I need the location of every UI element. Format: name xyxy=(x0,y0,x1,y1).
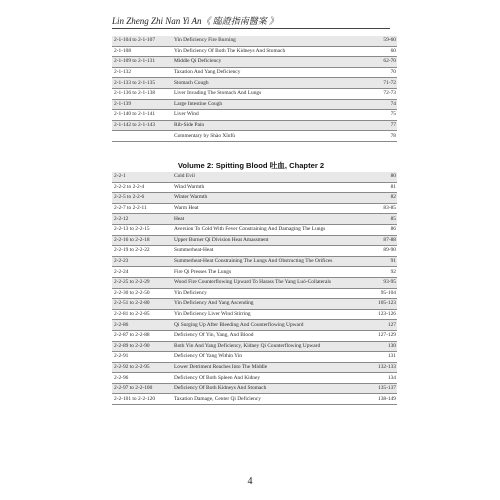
table-row xyxy=(112,203,397,214)
case-title: Deficiency Of Yang Within Yin xyxy=(172,352,350,363)
case-range: 2-2-86 xyxy=(112,320,172,331)
case-range: 2-1-132 xyxy=(112,67,172,78)
case-range: 2-2-30 to 2-2-50 xyxy=(112,288,172,299)
case-title: Rib-Side Pain xyxy=(172,120,350,131)
table-row xyxy=(112,99,397,110)
table-row xyxy=(112,120,397,131)
case-range: 2-2-25 to 2-2-29 xyxy=(112,277,172,288)
page-range: 80 xyxy=(350,172,397,182)
page-range: 130 xyxy=(350,341,397,352)
case-range: 2-1-142 to 2-1-143 xyxy=(112,120,172,131)
case-title: Deficiency Of Both Spleen And Kidney xyxy=(172,373,350,384)
case-range: 2-2-13 to 2-2-15 xyxy=(112,224,172,235)
table-row xyxy=(112,330,397,341)
table-row xyxy=(112,383,397,394)
case-range: 2-2-96 xyxy=(112,373,172,384)
page-range: 87-88 xyxy=(350,235,397,246)
case-range: 2-2-89 to 2-2-90 xyxy=(112,341,172,352)
table-row xyxy=(112,277,397,288)
case-title: Lower Detriment Reaches Into The Middle xyxy=(172,362,350,373)
case-title: Wind Warmth xyxy=(172,182,350,193)
page-range: 72-73 xyxy=(350,88,397,99)
case-title: Deficiency Of Both Kidneys And Stomach xyxy=(172,383,350,394)
case-range: 2-2-16 to 2-2-18 xyxy=(112,235,172,246)
case-title: Yin Deficiency And Yang Ascending xyxy=(172,299,350,310)
case-title: Both Yin And Yang Deficiency, Kidney Qi Counterflowing Upward xyxy=(172,341,350,352)
case-title: Aversion To Cold With Fever Constraining And Damaging The Lungs xyxy=(172,224,350,235)
page-range: 89-90 xyxy=(350,246,397,257)
case-range: 2-1-140 to 2-1-141 xyxy=(112,110,172,121)
case-range: 2-1-108 xyxy=(112,46,172,57)
table-row xyxy=(112,57,397,68)
table-row xyxy=(112,373,397,384)
case-title: Middle Qi Deficiency xyxy=(172,57,350,68)
page-range: 132-133 xyxy=(350,362,397,373)
case-title: Yin Deficiency Of Both The Kidneys And Stomach xyxy=(172,46,350,57)
page-range: 81 xyxy=(350,182,397,193)
case-title: Taxation Damage, Center Qi Deficiency xyxy=(172,394,350,405)
page-range: 93-95 xyxy=(350,277,397,288)
page-range: 62-70 xyxy=(350,57,397,68)
page-range: 91 xyxy=(350,256,397,267)
case-range: 2-2-91 xyxy=(112,352,172,363)
case-title: Large Intestine Cough xyxy=(172,99,350,110)
table-row xyxy=(112,362,397,373)
table-row xyxy=(112,214,397,225)
table-row xyxy=(112,352,397,363)
case-range: 2-2-101 to 2-2-120 xyxy=(112,394,172,405)
table-row xyxy=(112,78,397,89)
page-range: 59-60 xyxy=(350,36,397,46)
page-range: 60 xyxy=(350,46,397,57)
page-range: 86 xyxy=(350,224,397,235)
table-row xyxy=(112,394,397,405)
table-row xyxy=(112,224,397,235)
case-range: 2-2-92 to 2-2-95 xyxy=(112,362,172,373)
case-range: 2-2-23 xyxy=(112,256,172,267)
case-range: 2-2-5 to 2-2-6 xyxy=(112,193,172,204)
table-row xyxy=(112,67,397,78)
page-range: 127-129 xyxy=(350,330,397,341)
case-range: 2-2-51 to 2-2-80 xyxy=(112,299,172,310)
page-range: 70 xyxy=(350,67,397,78)
case-title: Deficiency Of Yin, Yang, And Blood xyxy=(172,330,350,341)
case-range: 2-2-19 to 2-2-22 xyxy=(112,246,172,257)
page-number: 4 xyxy=(247,476,253,487)
table-row xyxy=(112,131,397,142)
page-range: 135-137 xyxy=(350,383,397,394)
page-range: 78 xyxy=(350,131,397,142)
page-range: 83-85 xyxy=(350,203,397,214)
table-row xyxy=(112,341,397,352)
page-range: 105-123 xyxy=(350,299,397,310)
case-title: Upper Burner Qi Division Heat Amassment xyxy=(172,235,350,246)
case-range: 2-1-104 to 2-1-107 xyxy=(112,36,172,46)
table-row xyxy=(112,193,397,204)
contents-table-volume-2 xyxy=(112,172,397,405)
case-range: 2-1-139 xyxy=(112,99,172,110)
page-range: 75 xyxy=(350,110,397,121)
page-range: 71-72 xyxy=(350,78,397,89)
page-range: 77 xyxy=(350,120,397,131)
page-range: 134 xyxy=(350,373,397,384)
case-title: Cold Evil xyxy=(172,172,350,182)
case-range: 2-2-24 xyxy=(112,267,172,278)
case-range: 2-2-81 to 2-2-85 xyxy=(112,309,172,320)
case-title: Yin Deficiency xyxy=(172,288,350,299)
page-range: 92 xyxy=(350,267,397,278)
case-title: Summerheat-Heat Constraining The Lungs And Obstructing The Orifices xyxy=(172,256,350,267)
page-range: 123-126 xyxy=(350,309,397,320)
case-title: Taxation And Yang Deficiency xyxy=(172,67,350,78)
table-row xyxy=(112,288,397,299)
page-range: 127 xyxy=(350,320,397,331)
table-row xyxy=(112,320,397,331)
case-title: Stomach Cough xyxy=(172,78,350,89)
table-row xyxy=(112,182,397,193)
page-range: 138-149 xyxy=(350,394,397,405)
case-title: Fire Qi Presses The Lungs xyxy=(172,267,350,278)
page-range: 85 xyxy=(350,214,397,225)
table-row xyxy=(112,256,397,267)
case-title: Commentary by Shào Xīnfù xyxy=(172,131,350,142)
case-range: 2-1-133 to 2-1-135 xyxy=(112,78,172,89)
table-row xyxy=(112,172,397,182)
case-title: Qi Surging Up After Bleeding And Counterflowing Upward xyxy=(172,320,350,331)
case-range: 2-1-136 to 2-1-138 xyxy=(112,88,172,99)
page-range: 95-104 xyxy=(350,288,397,299)
case-range: 2-2-2 to 2-2-4 xyxy=(112,182,172,193)
table-row xyxy=(112,267,397,278)
case-title: Heat xyxy=(172,214,350,225)
case-range: 2-2-97 to 2-2-100 xyxy=(112,383,172,394)
page-range: 82 xyxy=(350,193,397,204)
case-title: Warm Heat xyxy=(172,203,350,214)
case-title: Liver Invading The Stomach And Lungs xyxy=(172,88,350,99)
case-title: Yin Deficiency Liver Wind Stirring xyxy=(172,309,350,320)
page-range: 74 xyxy=(350,99,397,110)
case-range xyxy=(112,131,172,142)
case-range: 2-2-12 xyxy=(112,214,172,225)
case-title: Wood Fire Counterflowing Upward To Harass The Yang Luò-Collaterals xyxy=(172,277,350,288)
table-row xyxy=(112,235,397,246)
page-range: 131 xyxy=(350,352,397,363)
case-range: 2-1-109 to 2-1-131 xyxy=(112,57,172,68)
table-row xyxy=(112,46,397,57)
case-range: 2-2-1 xyxy=(112,172,172,182)
table-row xyxy=(112,110,397,121)
case-title: Summerheat-Heat xyxy=(172,246,350,257)
case-title: Winter Warmth xyxy=(172,193,350,204)
header-rule xyxy=(112,28,390,29)
running-head: Lin Zheng Zhi Nan Yi An《 臨證指南醫案 》 xyxy=(112,16,278,26)
table-row xyxy=(112,36,397,46)
table-row xyxy=(112,299,397,310)
table-row xyxy=(112,88,397,99)
volume-title: Volume 2: Spitting Blood 吐血, Chapter 2 xyxy=(177,161,325,170)
case-title: Liver Wind xyxy=(172,110,350,121)
table-row xyxy=(112,309,397,320)
case-title: Yin Deficiency Fire Burning xyxy=(172,36,350,46)
contents-table-volume-1 xyxy=(112,36,397,142)
case-range: 2-2-7 to 2-2-11 xyxy=(112,203,172,214)
case-range: 2-2-87 to 2-2-88 xyxy=(112,330,172,341)
table-row xyxy=(112,246,397,257)
